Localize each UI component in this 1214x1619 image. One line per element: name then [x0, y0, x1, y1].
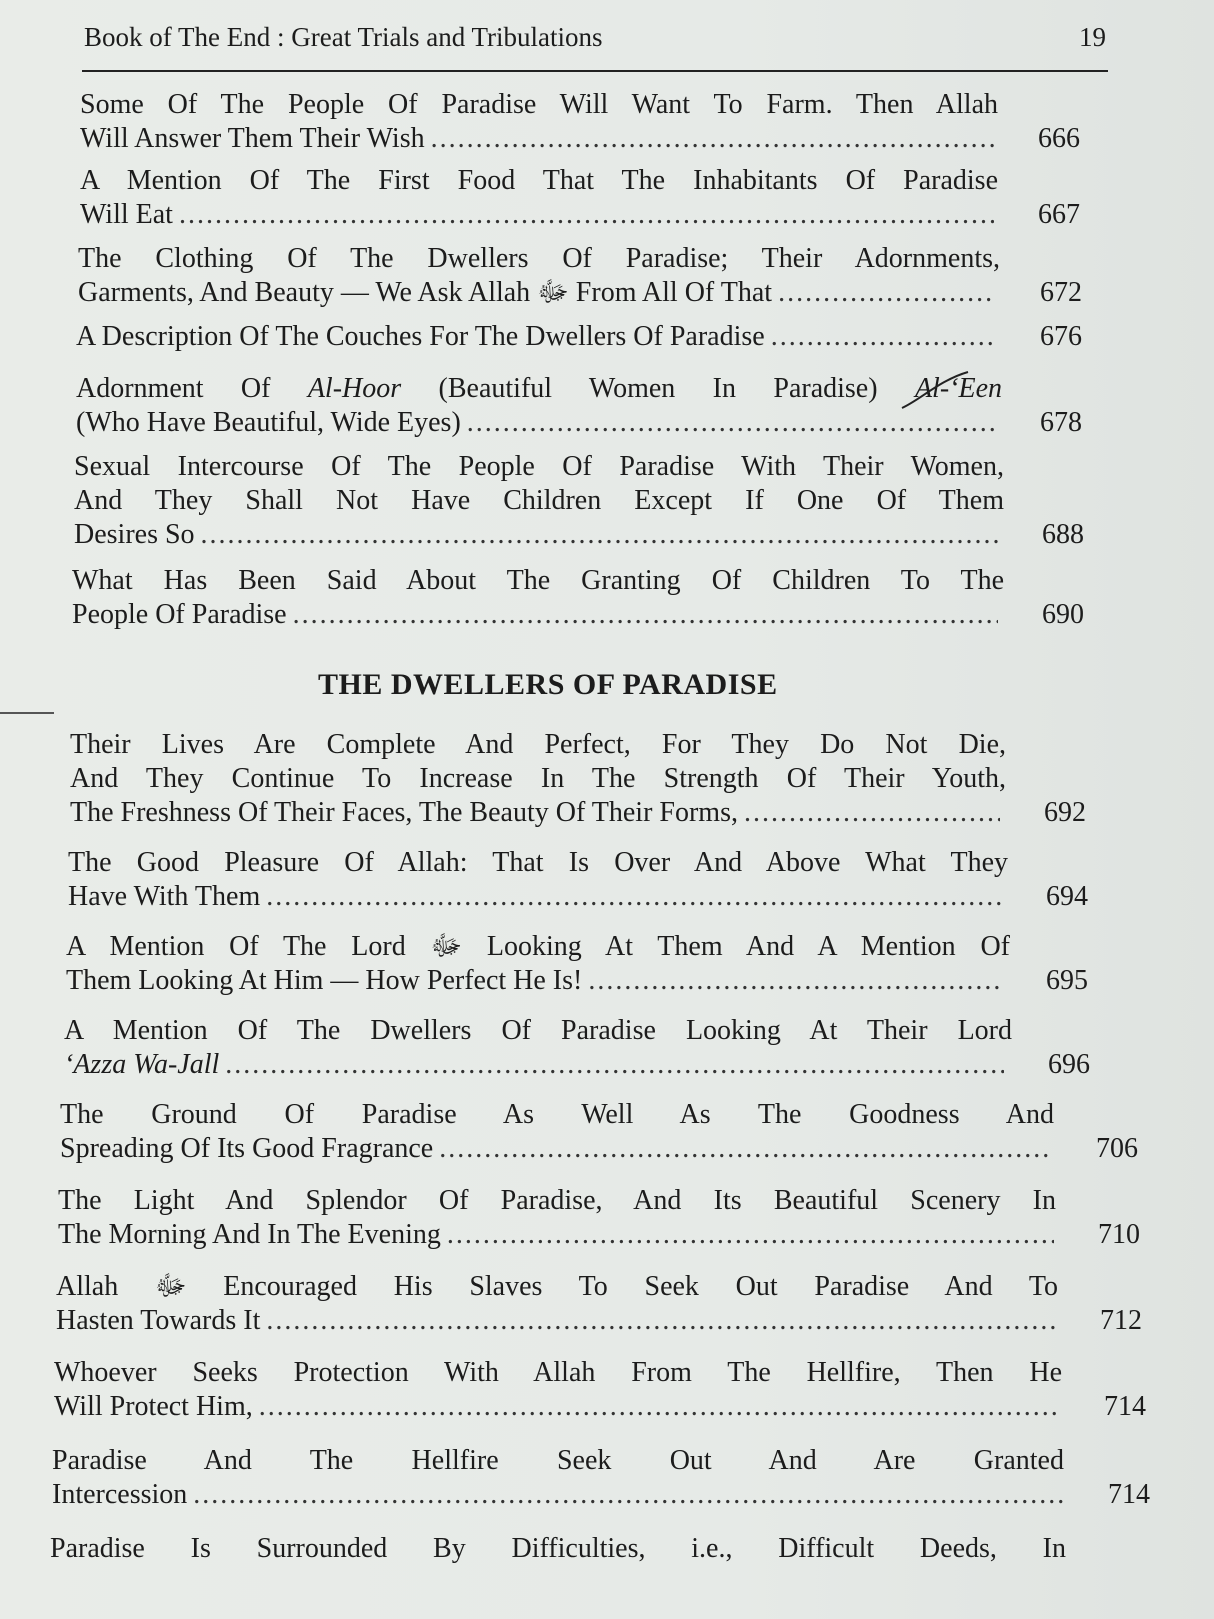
margin-mark	[0, 712, 54, 714]
toc-entry	[68, 846, 1088, 914]
entry-line: A Description Of The Couches For The Dwellers Of Paradise	[76, 321, 765, 352]
leader-dots	[259, 1390, 1060, 1424]
leader-dots	[201, 518, 998, 552]
entry-page: 696	[1048, 1049, 1090, 1080]
entry-page: 672	[1040, 277, 1082, 308]
leader-dots	[293, 598, 998, 632]
entry-line: ‘Azza Wa-Jall	[64, 1049, 220, 1080]
leader-dots	[744, 796, 1000, 830]
entry-line: Garments, And Beauty — We Ask Allah ﷻ From All Of That	[78, 277, 773, 308]
toc-entry	[50, 1532, 1150, 1566]
running-header	[84, 22, 1106, 53]
entry-line: (Who Have Beautiful, Wide Eyes)	[76, 407, 461, 438]
entry-line: The Good Pleasure Of Allah: That Is Over And Above What They	[68, 847, 1008, 878]
leader-dots	[266, 880, 1002, 914]
entry-page: 714	[1104, 1391, 1146, 1422]
entry-line: Have With Them	[68, 881, 261, 912]
entry-line: Will Answer Them Their Wish	[80, 123, 425, 154]
entry-line: Intercession	[52, 1479, 188, 1510]
toc-entry	[70, 728, 1086, 830]
entry-line: Will Eat	[80, 199, 173, 230]
toc-entry	[54, 1356, 1146, 1424]
entry-line: Paradise Is Surrounded By Difficulties, i.e., Difficult Deeds, In	[50, 1533, 1066, 1564]
term-al-een: Al-‘Een	[914, 373, 1002, 404]
entry-line: What Has Been Said About The Granting Of Children To The	[72, 565, 1004, 596]
entry-line: Some Of The People Of Paradise Will Want To Farm. Then Allah	[80, 89, 998, 120]
entry-page: 676	[1040, 321, 1082, 352]
leader-dots	[431, 122, 994, 156]
toc-entry	[74, 450, 1084, 552]
toc-entry	[76, 320, 1082, 354]
entry-line: Sexual Intercourse Of The People Of Paradise With Their Women,	[74, 451, 1004, 482]
pen-mark	[900, 370, 970, 410]
entry-page: 712	[1100, 1305, 1142, 1336]
toc-entry	[72, 564, 1084, 632]
entry-line: The Ground Of Paradise As Well As The Goodness And	[60, 1099, 1054, 1130]
entry-line: Hasten Towards It	[56, 1305, 261, 1336]
leader-dots	[588, 964, 1002, 998]
entry-line: Whoever Seeks Protection With Allah From The Hellfire, Then He	[54, 1357, 1062, 1388]
book-title: Book of The End : Great Trials and Tribulations	[84, 22, 603, 52]
toc-entry	[80, 88, 1080, 156]
entry-line: Paradise And The Hellfire Seek Out And Are Granted	[52, 1445, 1064, 1476]
toc-entry	[80, 164, 1080, 232]
leader-dots	[439, 1132, 1052, 1166]
entry-page: 690	[1042, 599, 1084, 630]
entry-page: 688	[1042, 519, 1084, 550]
leader-dots	[447, 1218, 1054, 1252]
page-number: 19	[1079, 22, 1106, 52]
entry-line: Spreading Of Its Good Fragrance	[60, 1133, 434, 1164]
entry-page: 692	[1044, 797, 1086, 828]
leader-dots	[266, 1304, 1056, 1338]
entry-page: 666	[1038, 123, 1080, 154]
entry-line: And They Continue To Increase In The Strength Of Their Youth,	[70, 763, 1006, 794]
entry-line: Desires So	[74, 519, 195, 550]
entry-page: 695	[1046, 965, 1088, 996]
term-al-hoor: Al-Hoor	[307, 373, 402, 404]
entry-line: Their Lives Are Complete And Perfect, For They Do Not Die,	[70, 729, 1006, 760]
entry-line: A Mention Of The Dwellers Of Paradise Looking At Their Lord	[64, 1015, 1012, 1046]
entry-line: The Morning And In The Evening	[58, 1219, 441, 1250]
entry-page: 678	[1040, 407, 1082, 438]
section-title: THE DWELLERS OF PARADISE	[318, 668, 778, 701]
entry-page: 706	[1096, 1133, 1138, 1164]
toc-entry	[66, 930, 1088, 998]
entry-line: And They Shall Not Have Children Except If One Of Them	[74, 485, 1004, 516]
header-rule	[82, 70, 1108, 72]
entry-line: A Mention Of The Lord ﷻ Looking At Them And A Mention Of	[66, 931, 1010, 962]
toc-entry	[64, 1014, 1090, 1082]
toc-entry	[56, 1270, 1142, 1338]
toc-entry	[58, 1184, 1140, 1252]
leader-dots	[467, 406, 996, 440]
entry-line: The Freshness Of Their Faces, The Beauty Of Their Forms,	[70, 797, 738, 828]
leader-dots	[778, 276, 996, 310]
toc-entry	[60, 1098, 1138, 1166]
toc-entry	[78, 242, 1082, 310]
entry-line: A Mention Of The First Food That The Inhabitants Of Paradise	[80, 165, 998, 196]
entry-page: 710	[1098, 1219, 1140, 1250]
entry-line: Adornment Of Al-Hoor (Beautiful Women In Paradise) Al-‘Een	[76, 373, 1002, 404]
entry-page: 694	[1046, 881, 1088, 912]
entry-page: 667	[1038, 199, 1080, 230]
entry-page: 714	[1108, 1479, 1150, 1510]
entry-line: People Of Paradise	[72, 599, 287, 630]
entry-line: Will Protect Him,	[54, 1391, 253, 1422]
entry-line: Allah ﷻ Encouraged His Slaves To Seek Out Paradise And To	[56, 1271, 1058, 1302]
entry-line: The Clothing Of The Dwellers Of Paradise; Their Adornments,	[78, 243, 1000, 274]
entry-line: Them Looking At Him — How Perfect He Is!	[66, 965, 583, 996]
leader-dots	[179, 198, 994, 232]
entry-line: The Light And Splendor Of Paradise, And Its Beautiful Scenery In	[58, 1185, 1056, 1216]
leader-dots	[193, 1478, 1064, 1512]
toc-entry	[52, 1444, 1150, 1512]
leader-dots	[225, 1048, 1004, 1082]
leader-dots	[771, 320, 996, 354]
